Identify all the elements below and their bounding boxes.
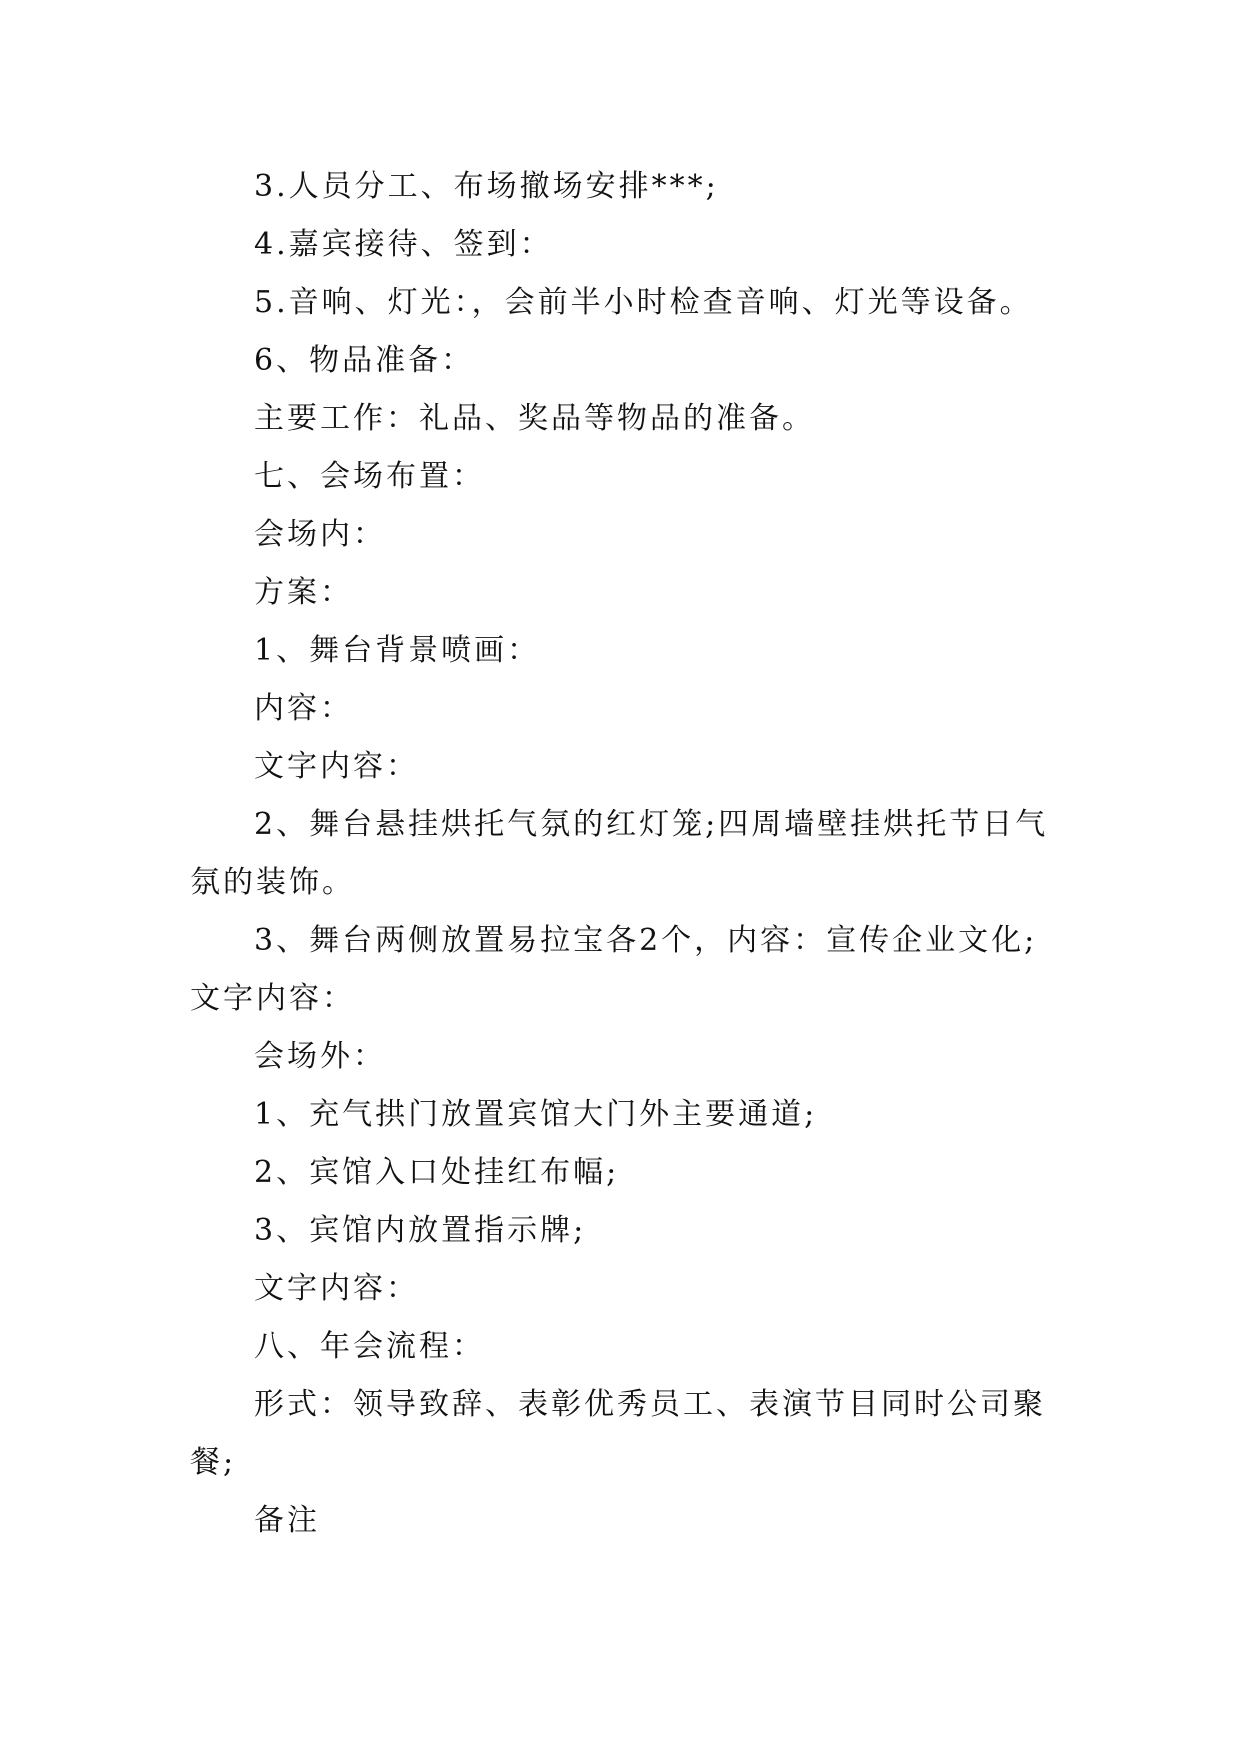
paragraph-sound-lighting: 5.音响、灯光：，会前半小时检查音响、灯光等设备。 (254, 285, 1033, 320)
paragraph-remarks: 备注 (254, 1503, 320, 1538)
paragraph-rollup-banners: 3、舞台两侧放置易拉宝各2个，内容：宣传企业文化;文字内容： (190, 923, 1038, 1016)
paragraph-format: 形式：领导致辞、表彰优秀员工、表演节目同时公司聚餐; (190, 1387, 1046, 1480)
paragraph-inside-venue: 会场内： (254, 517, 386, 552)
heading-venue-layout: 七、会场布置： (254, 459, 485, 494)
paragraph-signage: 3、宾馆内放置指示牌; (254, 1213, 587, 1248)
paragraph-guest-reception: 4.嘉宾接待、签到： (254, 227, 553, 262)
paragraph-red-banner: 2、宾馆入口处挂红布幅; (254, 1155, 620, 1190)
paragraph-outside-venue: 会场外： (254, 1039, 386, 1074)
paragraph-main-work: 主要工作：礼品、奖品等物品的准备。 (254, 401, 815, 436)
paragraph-staff-assignment: 3.人员分工、布场撤场安排***; (254, 169, 719, 204)
paragraph-lanterns: 2、舞台悬挂烘托气氛的红灯笼;四周墙壁挂烘托节日气氛的装饰。 (190, 807, 1049, 900)
paragraph-text-content-2: 文字内容： (254, 1271, 419, 1306)
heading-annual-meeting-process: 八、年会流程： (254, 1329, 485, 1364)
document-body (190, 158, 1050, 1550)
paragraph-stage-backdrop: 1、舞台背景喷画： (254, 633, 541, 668)
paragraph-content: 内容： (254, 691, 353, 726)
paragraph-inflatable-arch: 1、充气拱门放置宾馆大门外主要通道; (254, 1097, 818, 1132)
paragraph-supplies: 6、物品准备： (254, 343, 475, 378)
paragraph-plan: 方案： (254, 575, 353, 610)
paragraph-text-content-1: 文字内容： (254, 749, 419, 784)
